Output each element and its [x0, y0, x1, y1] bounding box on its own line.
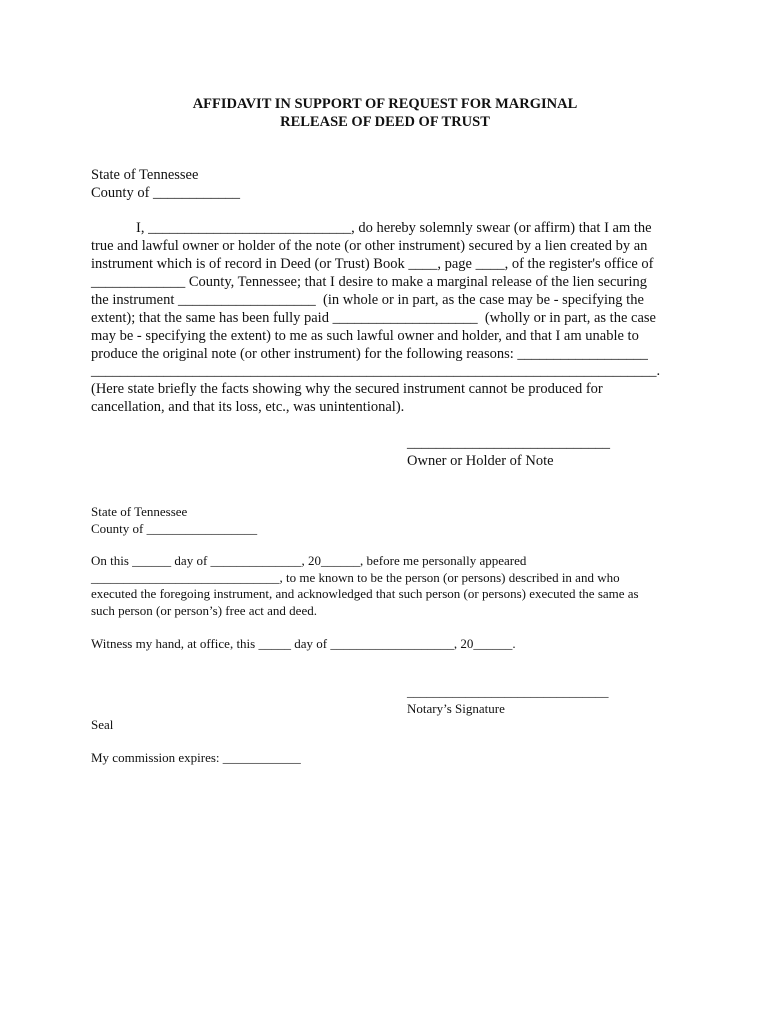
affidavit-line-5: the instrument ___________________ (in whole or in part, as the case may be - specifying the	[91, 292, 644, 308]
notary-venue-county: County of _________________	[91, 521, 258, 536]
notary-signature-label: Notary’s Signature	[407, 701, 505, 716]
acknowledgment-line-3: executed the foregoing instrument, and acknowledged that such person (or persons) executed the same as	[91, 586, 639, 601]
owner-signature-label: Owner or Holder of Note	[407, 453, 554, 469]
notary-signature-line: _______________________________	[407, 684, 609, 699]
document-title-line-2: RELEASE OF DEED OF TRUST	[280, 114, 490, 130]
acknowledgment-line-4: such person (or person’s) free act and deed.	[91, 603, 317, 618]
affidavit-line-8: produce the original note (or other instrument) for the following reasons: __________________	[91, 346, 648, 362]
venue-state: State of Tennessee	[91, 167, 199, 183]
commission-expires: My commission expires: ____________	[91, 750, 301, 765]
witness-line: Witness my hand, at office, this _____ day of ___________________, 20______.	[91, 636, 516, 651]
acknowledgment-line-1: On this ______ day of ______________, 20______, before me personally appeared	[91, 553, 527, 568]
affidavit-line-11: cancellation, and that its loss, etc., was unintentional).	[91, 399, 405, 415]
seal-label: Seal	[91, 717, 114, 732]
affidavit-line-10: (Here state briefly the facts showing why the secured instrument cannot be produced for	[91, 381, 603, 397]
affidavit-line-9: ______________________________________________________________________________.	[91, 363, 661, 379]
acknowledgment-line-2: _____________________________, to me known to be the person (or persons) described in and who	[91, 570, 620, 585]
affidavit-line-6: extent); that the same has been fully paid ____________________ (wholly or in part, as the case	[91, 310, 656, 326]
affidavit-line-2: true and lawful owner or holder of the note (or other instrument) secured by a lien created by an	[91, 238, 648, 254]
document-title-line-1: AFFIDAVIT IN SUPPORT OF REQUEST FOR MARGINAL	[192, 96, 578, 112]
affidavit-line-7: may be - specifying the extent) to me as such lawful owner and holder, and that I am unable to	[91, 328, 639, 344]
affidavit-line-1: I, ____________________________, do hereby solemnly swear (or affirm) that I am the	[136, 220, 652, 236]
owner-signature-line: ____________________________	[407, 435, 610, 451]
affidavit-line-3: instrument which is of record in Deed (or Trust) Book ____, page ____, of the register's office of	[91, 256, 654, 272]
affidavit-line-4: _____________ County, Tennessee; that I desire to make a marginal release of the lien securing	[91, 274, 648, 290]
venue-county: County of ____________	[91, 185, 241, 201]
notary-venue-state: State of Tennessee	[91, 504, 188, 519]
